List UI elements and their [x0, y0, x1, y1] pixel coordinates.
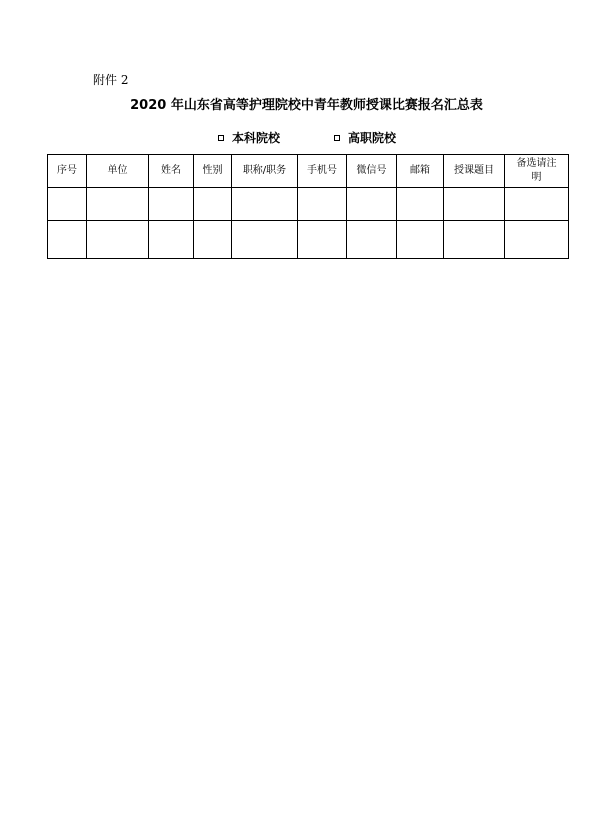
table-cell[interactable]: [194, 188, 232, 221]
header-cell-text: 备选请注明: [516, 158, 557, 183]
table-cell[interactable]: [232, 188, 298, 221]
header-cell: 授课题目: [444, 155, 505, 188]
checkbox-icon[interactable]: [334, 135, 340, 141]
table-cell[interactable]: [397, 188, 444, 221]
page-title: 2020 年山东省高等护理院校中青年教师授课比赛报名汇总表: [130, 98, 483, 113]
table-cell[interactable]: [87, 188, 149, 221]
header-cell: 性别: [194, 155, 232, 188]
table-cell[interactable]: [397, 221, 444, 259]
table-cell[interactable]: [87, 221, 149, 259]
attachment-label: 附件 2: [93, 73, 129, 87]
table-row: [48, 221, 569, 259]
header-cell: 职称/职务: [232, 155, 298, 188]
school-type-options: [0, 130, 613, 148]
table-cell[interactable]: [505, 221, 569, 259]
table-cell[interactable]: [347, 221, 397, 259]
header-cell: 姓名: [149, 155, 194, 188]
table-cell[interactable]: [232, 221, 298, 259]
header-cell: [505, 155, 569, 188]
option-label: 本科院校: [232, 131, 281, 145]
table-row: [48, 188, 569, 221]
checkbox-icon[interactable]: [218, 135, 224, 141]
registration-table: [47, 154, 569, 259]
table-cell[interactable]: [149, 188, 194, 221]
table-cell[interactable]: [444, 221, 505, 259]
header-cell: 邮箱: [397, 155, 444, 188]
table-cell[interactable]: [48, 221, 87, 259]
table-cell[interactable]: [48, 188, 87, 221]
table-cell[interactable]: [149, 221, 194, 259]
table-cell[interactable]: [194, 221, 232, 259]
header-cell: 手机号: [298, 155, 347, 188]
header-cell: 微信号: [347, 155, 397, 188]
table-header-row: [48, 155, 569, 188]
table-cell[interactable]: [444, 188, 505, 221]
table-cell[interactable]: [505, 188, 569, 221]
option-vocational[interactable]: [334, 130, 396, 146]
option-label: 高职院校: [348, 131, 397, 145]
header-cell: 序号: [48, 155, 87, 188]
header-cell: 单位: [87, 155, 149, 188]
option-undergraduate[interactable]: [218, 130, 280, 146]
table-cell[interactable]: [298, 221, 347, 259]
table-cell[interactable]: [347, 188, 397, 221]
table-cell[interactable]: [298, 188, 347, 221]
